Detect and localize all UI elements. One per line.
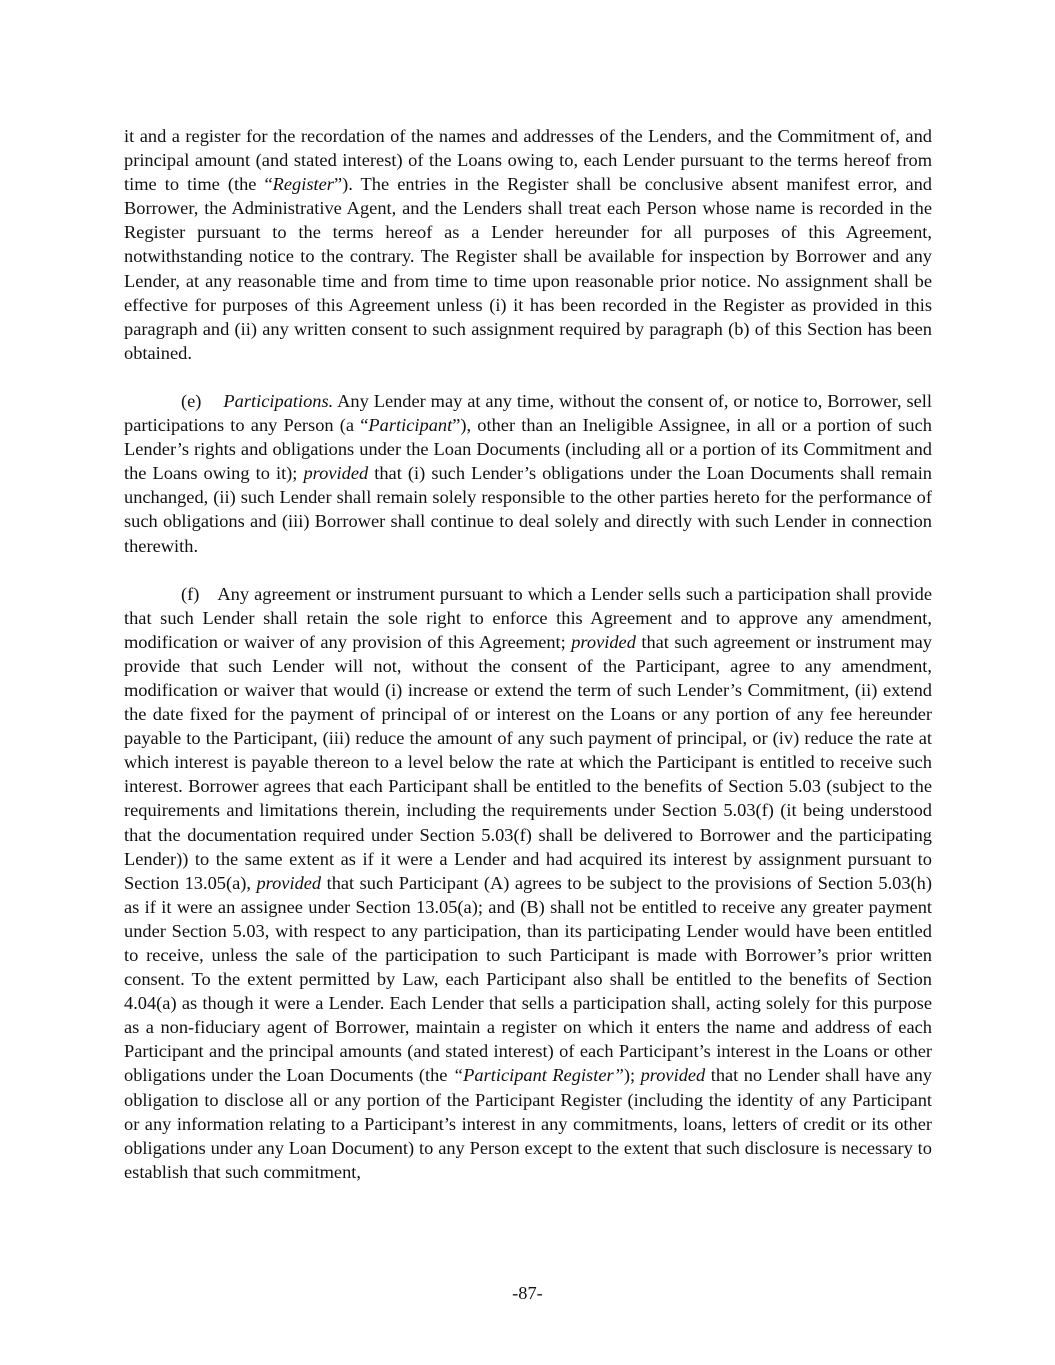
document-page xyxy=(124,124,932,1184)
paragraph-d-continuation xyxy=(124,124,932,365)
text-run: that such agreement or instrument may provide that such Lender will not, without the consent of the Participant, agree to any amendment, modification or waiver that would (i) increase or extend the term of such Lender’s Commitment, (ii) extend the date fixed for the payment of principal of or interest on the Loans or any portion of any fee hereunder payable to the Participant, (iii) reduce the amount of any such payment of principal, or (iv) reduce the rate at which interest is payable thereon to a level below the rate at which the Participant is entitled to receive such interest. Borrower agrees that each Participant shall be entitled to the benefits of Section 5.03 (subject to the requirements and limitations therein, including the requirements under Section 5.03(f) (it being understood that the documentation required under Section 5.03(f) shall be delivered to Borrower and the participating Lender)) to the same extent as if it were a Lender and had acquired its interest by assignment pursuant to Section 13.05(a), xyxy=(124,631,932,893)
paragraph-f xyxy=(124,582,932,1184)
defined-term-participant: Participant xyxy=(368,415,453,436)
paragraph-e xyxy=(124,389,932,558)
proviso-term: provided xyxy=(256,872,322,893)
paragraph-label: (e) xyxy=(181,390,202,411)
text-run: that (i) such Lender’s obligations under the Loan Documents shall remain unchanged, (ii) such Lender shall remain solely responsible to the other parties hereto for the performance of such obligations and (iii) Borrower shall continue to deal solely and directly with such Lender in connection therewith. xyxy=(124,463,932,556)
page-number: -87- xyxy=(512,1283,543,1303)
proviso-term: provided xyxy=(571,631,636,652)
paragraph-label: (f) xyxy=(181,583,200,604)
proviso-term: provided xyxy=(640,1065,706,1086)
proviso-term: provided xyxy=(303,463,369,484)
text-run: ”). The entries in the Register shall be conclusive absent manifest error, and Borrower, the Administrative Agent, and the Lenders shall treat each Person whose name is recorded in the Register pursuant to the terms hereof as a Lender hereunder for all purposes of this Agreement, notwithstanding notice to the contrary. The Register shall be available for inspection by Borrower and any Lender, at any reasonable time and from time to time upon reasonable prior notice. No assignment shall be effective for purposes of this Agreement unless (i) it has been recorded in the Register as provided in this paragraph and (ii) any written consent to such assignment required by paragraph (b) of this Section has been obtained. xyxy=(124,174,932,363)
text-run: that no Lender shall have any obligation to disclose all or any portion of the Participant Register (including the identity of any Participant or any information relating to a Participant’s interest in any commitments, loans, letters of credit or its other obligations under any Loan Document) to any Person except to the extent that such disclosure is necessary to establish that such commitment, xyxy=(124,1065,932,1182)
text-run: ”), other than an Ineligible Assignee, in all or a portion of such Lender’s rights and obligations under the Loan Documents (including all or a portion of its Commitment and the Loans owing to it); xyxy=(124,415,932,484)
text-run: that such Participant (A) agrees to be subject to the provisions of Section 5.03(h) as if it were an assignee under Section 13.05(a); and (B) shall not be entitled to receive any greater payment under Section 5.03, with respect to any participation, than its participating Lender would have been entitled to receive, unless the sale of the participation to such Participant is made with Borrower’s prior written consent. To the extent permitted by Law, each Participant also shall be entitled to the benefits of Section 4.04(a) as though it were a Lender. Each Lender that sells a participation shall, acting solely for this purpose as a non-fiduciary agent of Borrower, maintain a register on which it enters the name and address of each Participant and the principal amounts (and stated interest) of each Participant’s interest in the Loans or other obligations under the Loan Documents (the xyxy=(124,872,932,1086)
defined-term-participant-register: “Participant Register” xyxy=(452,1065,624,1086)
text-run: Any agreement or instrument pursuant to which a Lender sells such a participation shall provide that such Lender shall retain the sole right to enforce this Agreement and to approve any amendment, modification or waiver of any provision of this Agreement; xyxy=(124,583,932,652)
defined-term-register: Register xyxy=(272,174,334,195)
text-run: ); xyxy=(623,1065,641,1086)
text-run: it and a register for the recordation of the names and addresses of the Lenders, and the Commitment of, and principal amount (and stated interest) of the Loans owing to, each Lender pursuant to the terms hereof from time to time (the “ xyxy=(124,126,932,195)
text-run: Any Lender may at any time, without the consent of, or notice to, Borrower, sell participations to any Person (a “ xyxy=(124,390,932,436)
paragraph-heading: Participations. xyxy=(223,390,334,411)
